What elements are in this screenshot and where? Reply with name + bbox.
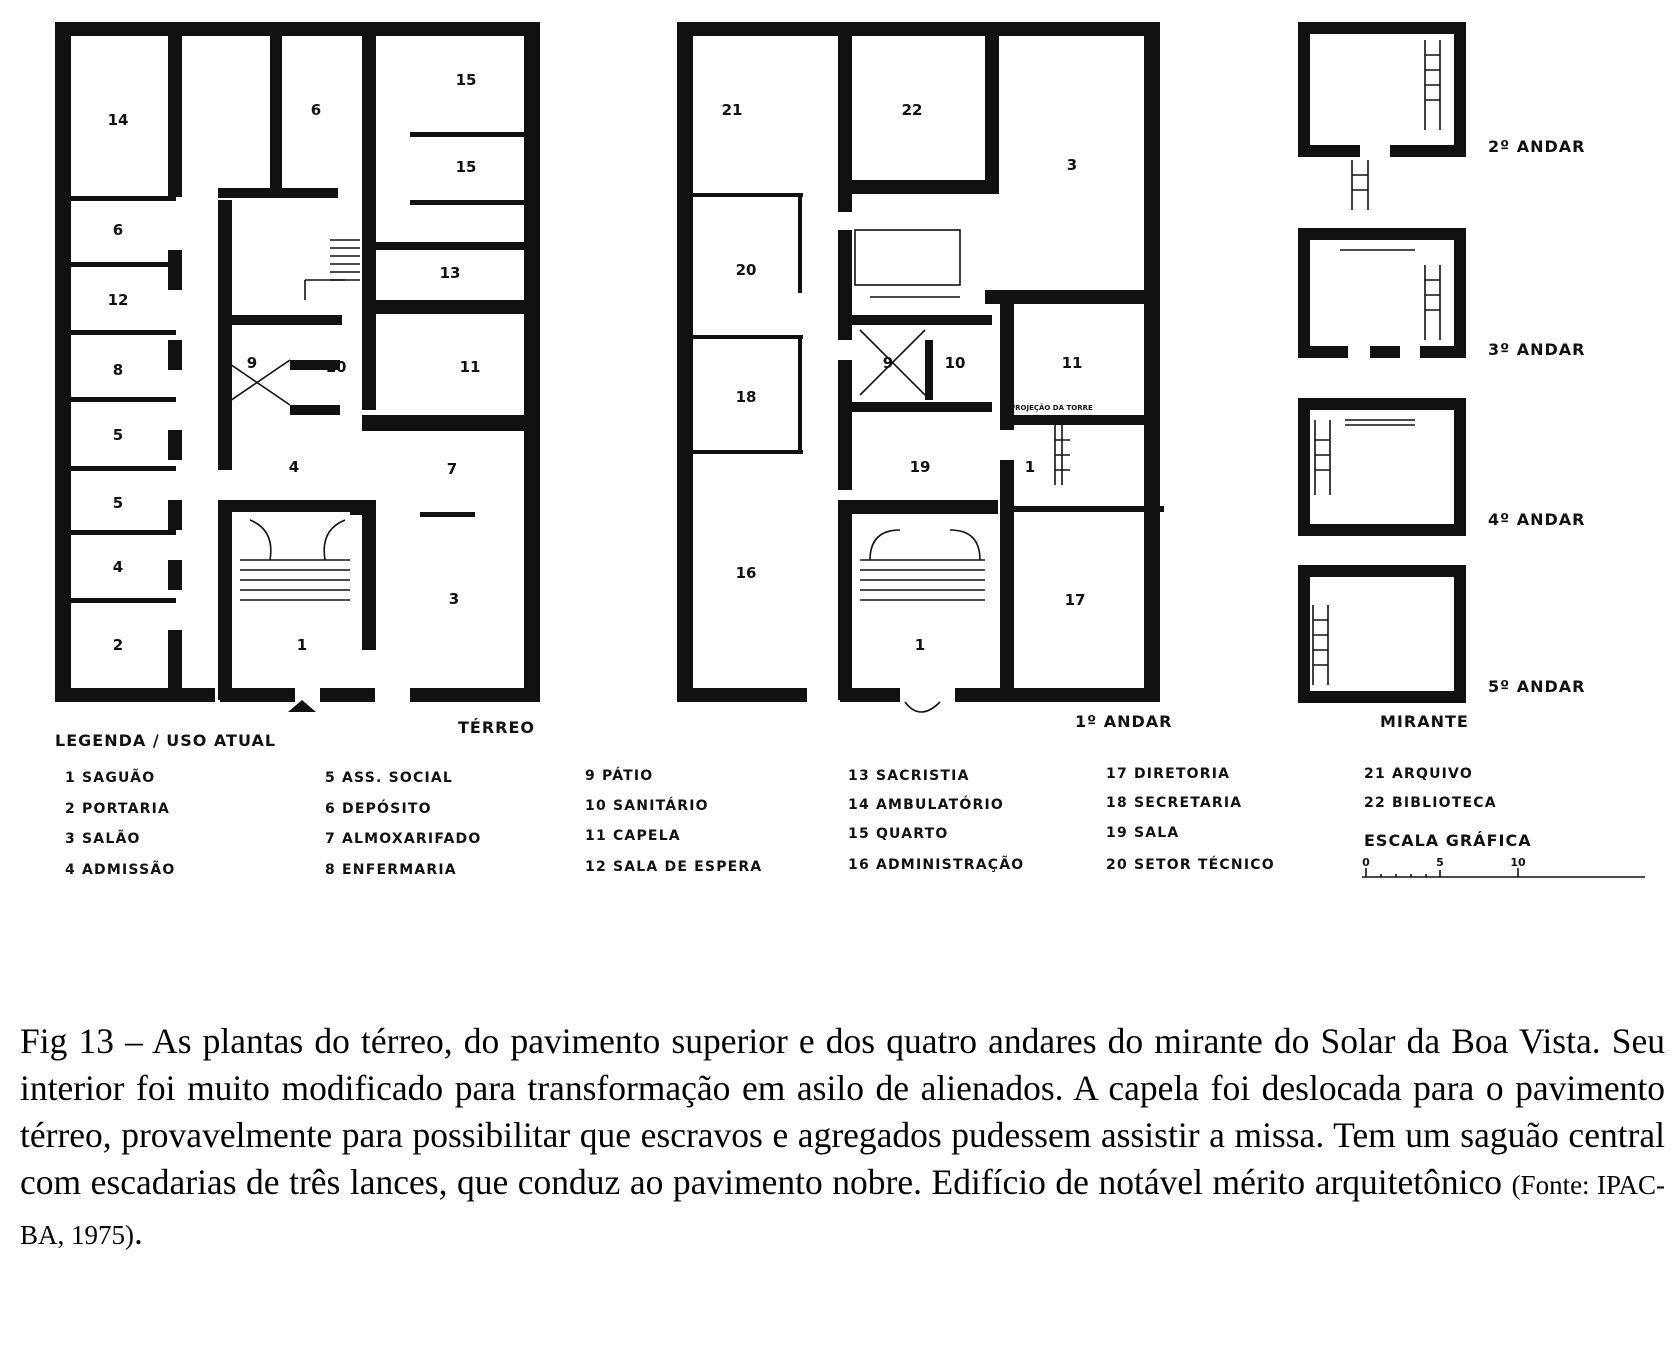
svg-text:LEGENDA / USO ATUAL: LEGENDA / USO ATUAL <box>55 731 277 750</box>
svg-text:15: 15 <box>455 71 477 89</box>
svg-text:6: 6 <box>310 101 322 119</box>
svg-text:11: 11 <box>1061 354 1083 372</box>
svg-text:21 ARQUIVO: 21 ARQUIVO <box>1364 766 1473 782</box>
terreo-title: TÉRREO <box>458 718 536 737</box>
svg-text:3 SALÃO: 3 SALÃO <box>65 831 141 847</box>
svg-text:PROJEÇÃO DA TORRE: PROJEÇÃO DA TORRE <box>1010 404 1093 412</box>
svg-text:8 ENFERMARIA: 8 ENFERMARIA <box>325 862 457 878</box>
svg-text:10 SANITÁRIO: 10 SANITÁRIO <box>585 798 709 814</box>
caption-end: . <box>134 1212 143 1252</box>
svg-text:12 SALA DE ESPERA: 12 SALA DE ESPERA <box>585 859 763 875</box>
svg-text:2: 2 <box>112 636 124 654</box>
svg-text:6: 6 <box>112 221 124 239</box>
svg-text:2º ANDAR: 2º ANDAR <box>1488 137 1586 156</box>
svg-text:19: 19 <box>909 458 931 476</box>
svg-text:MIRANTE: MIRANTE <box>1380 712 1469 731</box>
svg-text:ESCALA GRÁFICA: ESCALA GRÁFICA <box>1364 831 1532 850</box>
svg-text:17: 17 <box>1064 591 1086 609</box>
svg-text:9: 9 <box>882 354 894 372</box>
svg-text:12: 12 <box>107 291 129 309</box>
svg-text:4 ADMISSÃO: 4 ADMISSÃO <box>65 862 176 878</box>
svg-text:15 QUARTO: 15 QUARTO <box>848 826 949 842</box>
svg-text:15: 15 <box>455 158 477 176</box>
svg-text:21: 21 <box>721 101 743 119</box>
svg-text:4º ANDAR: 4º ANDAR <box>1488 510 1586 529</box>
svg-text:5 ASS. SOCIAL: 5 ASS. SOCIAL <box>325 770 454 786</box>
svg-text:3: 3 <box>448 590 460 608</box>
plan-1-andar <box>677 22 1172 731</box>
svg-text:18: 18 <box>735 388 757 406</box>
svg-text:6 DEPÓSITO: 6 DEPÓSITO <box>325 801 432 817</box>
figure-caption <box>20 1018 1665 1259</box>
svg-text:7: 7 <box>446 460 458 478</box>
svg-text:7 ALMOXARIFADO: 7 ALMOXARIFADO <box>325 831 482 847</box>
svg-text:1: 1 <box>1024 458 1036 476</box>
svg-text:1: 1 <box>296 636 308 654</box>
svg-text:9 PÁTIO: 9 PÁTIO <box>585 768 654 784</box>
svg-text:3º ANDAR: 3º ANDAR <box>1488 340 1586 359</box>
svg-text:20 SETOR TÉCNICO: 20 SETOR TÉCNICO <box>1106 857 1275 873</box>
svg-text:2 PORTARIA: 2 PORTARIA <box>65 801 171 817</box>
caption-source: (Fonte: IPAC-BA, 1975) <box>20 1170 1665 1250</box>
svg-text:5: 5 <box>1436 856 1444 869</box>
svg-text:14: 14 <box>107 111 129 129</box>
svg-text:17 DIRETORIA: 17 DIRETORIA <box>1106 766 1231 782</box>
svg-text:16 ADMINISTRAÇÃO: 16 ADMINISTRAÇÃO <box>848 857 1025 873</box>
svg-text:18 SECRETARIA: 18 SECRETARIA <box>1106 795 1243 811</box>
plan-terreo <box>55 22 540 737</box>
svg-text:10: 10 <box>944 354 966 372</box>
svg-text:5: 5 <box>112 426 124 444</box>
andar1-title: 1º ANDAR <box>1075 712 1173 731</box>
svg-text:0: 0 <box>1362 856 1370 869</box>
svg-text:13 SACRISTIA: 13 SACRISTIA <box>848 768 970 784</box>
svg-text:20: 20 <box>735 261 757 279</box>
scale-bar <box>1362 831 1645 877</box>
svg-text:10: 10 <box>1510 856 1526 869</box>
svg-text:4: 4 <box>288 458 300 476</box>
svg-text:4: 4 <box>112 558 124 576</box>
svg-text:14 AMBULATÓRIO: 14 AMBULATÓRIO <box>848 797 1004 813</box>
svg-text:13: 13 <box>439 264 461 282</box>
plan-mirante <box>1298 22 1585 731</box>
svg-text:11: 11 <box>459 358 481 376</box>
svg-text:1 SAGUÃO: 1 SAGUÃO <box>65 770 156 786</box>
svg-text:1: 1 <box>914 636 926 654</box>
svg-text:5º ANDAR: 5º ANDAR <box>1488 677 1586 696</box>
svg-text:19 SALA: 19 SALA <box>1106 825 1180 841</box>
legend <box>55 731 1497 878</box>
svg-text:16: 16 <box>735 564 757 582</box>
svg-text:5: 5 <box>112 494 124 512</box>
svg-text:10: 10 <box>325 358 347 376</box>
caption-text: Fig 13 – As plantas do térreo, do pavimento superior e dos quatro andares do mirante do Solar da Boa Vista. Seu interior foi muito modificado para transformação em asilo de alienados. A capela foi deslocada para o pavimento térreo, provavelmente para possibilitar que escravos e agregados pudessem assistir a missa. Tem um saguão central com escadarias de três lances, que conduz ao pavimento nobre. Edifício de notável mérito arquitetônico <box>20 1021 1665 1202</box>
svg-text:22: 22 <box>901 101 923 119</box>
svg-text:3: 3 <box>1066 156 1078 174</box>
svg-text:22 BIBLIOTECA: 22 BIBLIOTECA <box>1364 795 1497 811</box>
svg-text:11 CAPELA: 11 CAPELA <box>585 828 681 844</box>
svg-text:8: 8 <box>112 361 124 379</box>
svg-text:9: 9 <box>246 354 258 372</box>
